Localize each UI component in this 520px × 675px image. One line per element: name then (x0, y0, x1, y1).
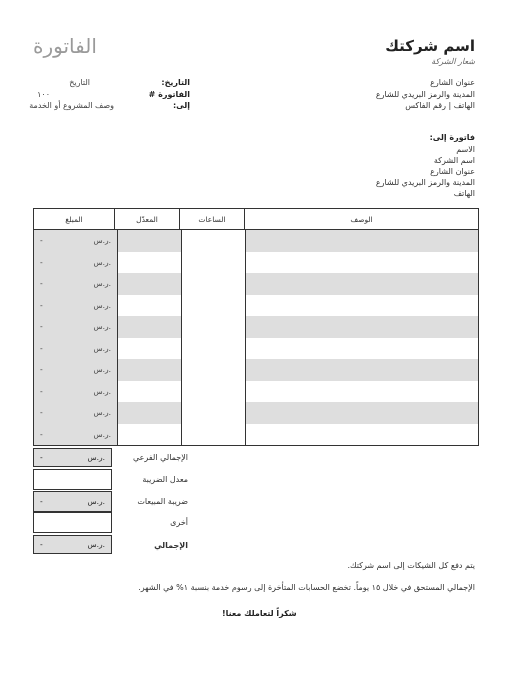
row-hours-cell[interactable] (181, 424, 245, 446)
sales-tax-currency: ر.س. (87, 497, 105, 506)
row-description-cell[interactable] (245, 381, 478, 403)
invoice-number-label: الفاتورة # (148, 90, 190, 99)
payable-note: يتم دفع كل الشيكات إلى اسم شركتك. (347, 561, 475, 570)
row-currency: ر.س. (93, 343, 111, 353)
row-hours-cell[interactable] (181, 359, 245, 381)
company-phone: الهاتف | رقم الفاكس (405, 101, 475, 110)
company-name: اسم شركتك (385, 37, 475, 55)
header-hours: الساعات (179, 209, 244, 229)
row-hours-cell[interactable] (181, 230, 245, 252)
table-row (34, 273, 478, 295)
header-description: الوصف (244, 209, 478, 229)
table-row (34, 381, 478, 403)
row-description-cell[interactable] (245, 295, 478, 317)
row-currency: ر.س. (93, 236, 111, 246)
table-header (34, 209, 478, 230)
row-description-cell[interactable] (245, 338, 478, 360)
row-hours-cell[interactable] (181, 295, 245, 317)
row-currency: ر.س. (93, 408, 111, 418)
row-hours-cell[interactable] (181, 338, 245, 360)
subtotal-value: - (40, 453, 43, 462)
bill-to-street: عنوان الشارع (430, 167, 475, 176)
header-rate: المعدّل (114, 209, 179, 229)
bill-to-phone: الهاتف (453, 189, 475, 198)
bill-to-name: الاسم (456, 145, 475, 154)
row-hours-cell[interactable] (181, 316, 245, 338)
row-description-cell[interactable] (245, 230, 478, 252)
row-amount-cell (34, 273, 117, 295)
row-hours-cell[interactable] (181, 252, 245, 274)
row-rate-cell[interactable] (117, 402, 181, 424)
items-table (33, 208, 479, 446)
row-description-cell[interactable] (245, 252, 478, 274)
company-slogan: شعار الشركة (431, 57, 475, 66)
row-rate-cell[interactable] (117, 338, 181, 360)
subtotal-currency: ر.س. (87, 453, 105, 462)
table-row (34, 424, 478, 446)
total-label: الإجمالي (154, 541, 188, 550)
row-amount-cell (34, 316, 117, 338)
sales-tax-label: ضريبة المبيعات (137, 497, 188, 506)
tax-rate-input[interactable] (33, 469, 112, 490)
table-row (34, 359, 478, 381)
row-rate-cell[interactable] (117, 316, 181, 338)
table-row (34, 338, 478, 360)
other-input[interactable] (33, 512, 112, 533)
row-amount-value: - (40, 386, 43, 396)
row-currency: ر.س. (93, 365, 111, 375)
table-row (34, 316, 478, 338)
row-amount-cell (34, 230, 117, 252)
date-value: التاريخ (69, 78, 90, 87)
row-currency: ر.س. (93, 300, 111, 310)
total-currency: ر.س. (87, 540, 105, 549)
bill-to-company: اسم الشركة (433, 156, 475, 165)
row-currency: ر.س. (93, 257, 111, 267)
subtotal-box (33, 448, 112, 467)
row-currency: ر.س. (93, 386, 111, 396)
row-description-cell[interactable] (245, 402, 478, 424)
row-rate-cell[interactable] (117, 273, 181, 295)
row-amount-cell (34, 338, 117, 360)
row-amount-cell (34, 295, 117, 317)
row-rate-cell[interactable] (117, 252, 181, 274)
row-rate-cell[interactable] (117, 424, 181, 446)
total-value: - (40, 540, 43, 549)
row-hours-cell[interactable] (181, 381, 245, 403)
row-amount-value: - (40, 322, 43, 332)
row-amount-value: - (40, 365, 43, 375)
bill-to-city: المدينة والرمز البريدي للشارع (375, 178, 475, 187)
invoice-title: الفاتورة (33, 34, 97, 58)
row-currency: ر.س. (93, 279, 111, 289)
row-amount-value: - (40, 408, 43, 418)
row-description-cell[interactable] (245, 316, 478, 338)
date-label: التاريخ: (161, 78, 190, 87)
row-currency: ر.س. (93, 322, 111, 332)
row-amount-cell (34, 424, 117, 446)
subtotal-label: الإجمالي الفرعي (132, 453, 188, 462)
table-row (34, 230, 478, 252)
row-amount-cell (34, 252, 117, 274)
row-description-cell[interactable] (245, 273, 478, 295)
row-hours-cell[interactable] (181, 402, 245, 424)
row-amount-value: - (40, 257, 43, 267)
table-row (34, 295, 478, 317)
row-rate-cell[interactable] (117, 381, 181, 403)
row-amount-cell (34, 402, 117, 424)
company-street: عنوان الشارع (430, 78, 475, 87)
table-row (34, 252, 478, 274)
other-label: أخرى (170, 518, 188, 527)
row-amount-value: - (40, 343, 43, 353)
header-amount: المبلغ (65, 214, 83, 224)
table-row (34, 402, 478, 424)
row-amount-cell (34, 381, 117, 403)
row-rate-cell[interactable] (117, 295, 181, 317)
invoice-number-value: ١٠٠ (37, 90, 50, 99)
row-rate-cell[interactable] (117, 359, 181, 381)
terms-note: الإجمالي المستحق في خلال ١٥ يوماً. تخضع الحسابات المتأخرة إلى رسوم خدمة بنسبة ١% في الشهر. (138, 583, 475, 592)
sales-tax-value: - (40, 497, 43, 506)
row-amount-value: - (40, 236, 43, 246)
row-amount-value: - (40, 300, 43, 310)
row-rate-cell[interactable] (117, 230, 181, 252)
row-description-cell[interactable] (245, 424, 478, 446)
row-currency: ر.س. (93, 429, 111, 439)
tax-rate-label: معدل الضريبة (142, 475, 188, 484)
row-description-cell[interactable] (245, 359, 478, 381)
thank-you-note: شكراً لتعاملك معنا! (222, 609, 297, 618)
to-label: إلى: (172, 101, 190, 110)
company-city: المدينة والرمز البريدي للشارع (375, 90, 475, 99)
bill-to-title: فاتورة إلى: (429, 133, 475, 142)
row-amount-value: - (40, 279, 43, 289)
sales-tax-box (33, 491, 112, 512)
row-amount-value: - (40, 429, 43, 439)
total-box (33, 535, 112, 554)
row-hours-cell[interactable] (181, 273, 245, 295)
row-amount-cell (34, 359, 117, 381)
to-value: وصف المشروع أو الخدمة (29, 101, 114, 110)
